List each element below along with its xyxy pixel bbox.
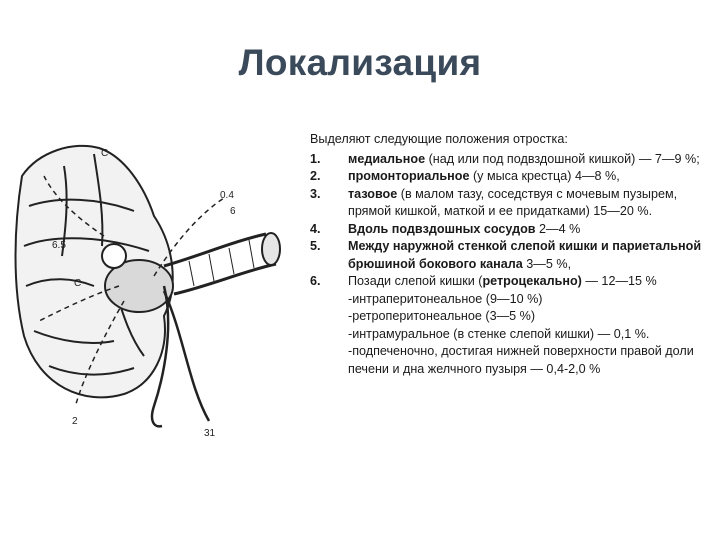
figure-label-31: 31	[204, 428, 216, 439]
item-term: ретроцекально)	[482, 274, 582, 288]
sub-item: -интраперитонеальное (9—10 %)	[348, 291, 543, 306]
item-term: промонториальное	[348, 169, 470, 183]
item-detail: — 12—15 %	[581, 274, 657, 288]
item-number: 5.	[310, 239, 321, 253]
item-term: медиальное	[348, 151, 426, 166]
item-detail: (у мыса крестца) 4—8 %,	[469, 169, 620, 183]
position-list	[310, 151, 712, 291]
appendix-anatomy-illustration	[4, 136, 304, 446]
figure-label-c-top: C	[101, 148, 109, 159]
item-detail: (над или под подвздошной кишкой) — 7—9 %;	[425, 151, 700, 166]
list-item	[310, 273, 712, 291]
sub-item: -ретроперитонеальное (3—5 %)	[348, 309, 536, 323]
item-number: 2.	[310, 169, 321, 183]
item-number: 4.	[310, 221, 321, 236]
item-number: 1.	[310, 151, 321, 166]
item-term: тазовое	[348, 186, 398, 201]
list-item	[310, 151, 712, 169]
page-title: Локализация	[238, 42, 482, 83]
figure-label-2: 2	[72, 416, 78, 427]
item-detail: 2—4 %	[535, 221, 581, 236]
item-prefix: Позади слепой кишки (	[348, 274, 483, 288]
list-item	[310, 238, 712, 273]
sub-item: -интрамуральное (в стенке слепой кишки) — 0,1 %.	[348, 326, 650, 341]
item-term: Вдоль подвздошных сосудов	[348, 221, 536, 236]
list-item	[310, 186, 712, 221]
item-number: 3.	[310, 186, 321, 201]
sub-item: -подпеченочно, достигая нижней поверхности правой доли печени и дна желчного пузыря — 0,4-2,0 %	[348, 344, 694, 376]
figure-label-6: 6	[230, 206, 236, 217]
figure-label-c-left: C	[74, 278, 82, 289]
list-item	[310, 221, 712, 239]
item-number: 6.	[310, 274, 321, 288]
item-term: Между наружной стенкой слепой кишки и париетальной брюшиной бокового канала	[348, 239, 702, 271]
item-detail: (в малом тазу, соседствуя с мочевым пузырем, прямой кишкой, маткой и ее придатками) 15—20 %.	[348, 186, 678, 218]
figure-label-04: 0.4	[220, 190, 234, 201]
content-text	[310, 131, 712, 378]
figure-label-65: 6.5	[52, 240, 66, 251]
list-item	[310, 168, 712, 186]
item-detail: 3—5 %,	[522, 256, 572, 271]
intro-text: Выделяют следующие положения отростка:	[310, 132, 568, 146]
